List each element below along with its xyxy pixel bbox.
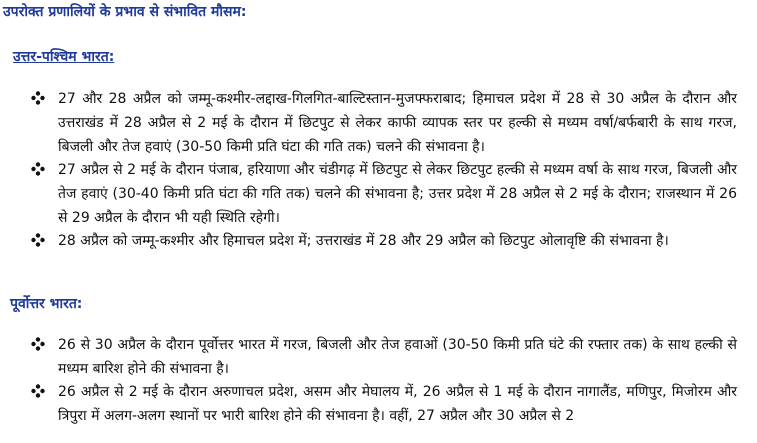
list-item: [30, 380, 737, 428]
diamond-bullet-icon: [30, 380, 48, 404]
list-item: [30, 87, 737, 159]
list-item-text: 27 अप्रैल से 2 मई के दौरान पंजाब, हरियाणा और चंडीगढ़ में छिटपुट से लेकर छिटपुट हल्की से मध्यम वर्षा के साथ गरज, बिजली और तेज हवाएं (30-40 किमी प्रति घंटा की गति तक) चलने की संभावना है; उत्तर प्रदेश में 28 अप्रैल से 2 मई के दौरान; राजस्थान में 26 से 29 अप्रैल के दौरान भी यही स्थिति रहेगी।: [58, 162, 737, 226]
list-item-text: 26 अप्रैल से 2 मई के दौरान अरुणाचल प्रदेश, असम और मेघालय में, 26 अप्रैल से 1 मई के दौरान नागालैंड, मणिपुर, मिजोरम और त्रिपुरा में अलग-अलग स्थानों पर भारी बारिश होने की संभावना है। वहीं, 27 अप्रैल और 30 अप्रैल से 2: [58, 384, 737, 424]
list-item: [30, 333, 737, 381]
section-title-northwest-india: उत्तर-पश्चिम भारत:: [13, 49, 115, 65]
list-item: [30, 229, 737, 253]
northeast-india-list: [30, 333, 737, 427]
page-title: उपरोक्त प्रणालियों के प्रभाव से संभावित मौसम:: [3, 4, 247, 20]
list-item-text: 27 और 28 अप्रैल को जम्मू-कश्मीर-लद्दाख-गिलगित-बाल्टिस्तान-मुजफ्फराबाद; हिमाचल प्रदेश में 28 से 30 अप्रैल के दौरान और उत्तराखंड में 28 अप्रैल से 2 मई के दौरान में छिटपुट से लेकर काफी व्यापक स्तर पर हल्की से मध्यम वर्षा/बर्फबारी के साथ गरज, बिजली और तेज हवाएं (30-50 किमी प्रति घंटा की गति तक) चलने की संभावना है।: [58, 91, 737, 155]
diamond-bullet-icon: [30, 333, 48, 357]
diamond-bullet-icon: [30, 87, 48, 111]
list-item-text: 26 से 30 अप्रैल के दौरान पूर्वोत्तर भारत में गरज, बिजली और तेज हवाओं (30-50 किमी प्रति घंटे की रफ्तार तक) के साथ हल्की से मध्यम बारिश होने की संभावना है।: [58, 337, 737, 377]
section-title-northeast-india: पूर्वोत्तर भारत:: [10, 296, 83, 312]
list-item: [30, 158, 737, 230]
northwest-india-list: [30, 87, 737, 252]
diamond-bullet-icon: [30, 229, 48, 253]
diamond-bullet-icon: [30, 158, 48, 182]
list-item-text: 28 अप्रैल को जम्मू-कश्मीर और हिमाचल प्रदेश में; उत्तराखंड में 28 और 29 अप्रैल को छिटपुट ओलावृष्टि की संभावना है।: [58, 233, 669, 249]
